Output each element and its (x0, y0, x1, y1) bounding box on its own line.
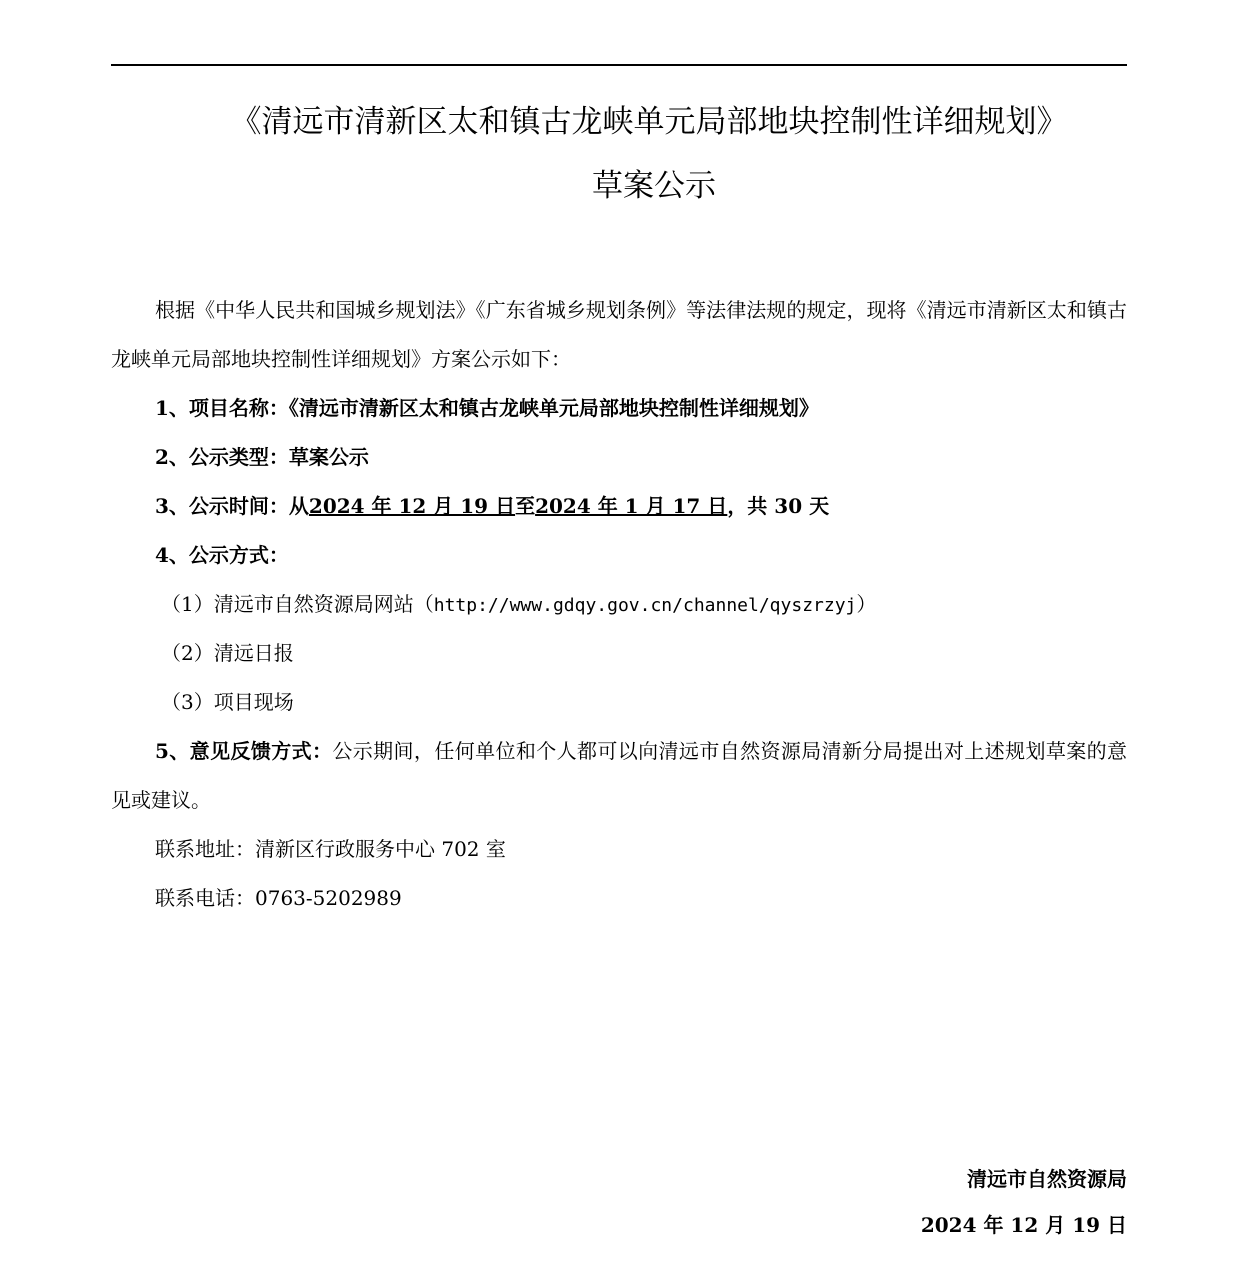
header-rule (111, 64, 1127, 66)
item-publicity-type-value: 草案公示 (288, 445, 369, 469)
method-newspaper: （2）清远日报 (161, 641, 294, 665)
intro-paragraph: 根据《中华人民共和国城乡规划法》《广东省城乡规划条例》等法律法规的规定，现将《清远市清新区太和镇古龙峡单元局部地块控制性详细规划》方案公示如下： (111, 298, 1127, 371)
item-publicity-method-label: 4、公示方式： (155, 543, 289, 567)
title-line-2: 草案公示 (592, 168, 716, 204)
title-line-1: 《清远市清新区太和镇古龙峡单元局部地块控制性详细规划》 (230, 104, 1068, 140)
item-project-name-value: 《清远市清新区太和镇古龙峡单元局部地块控制性详细规划》 (288, 396, 819, 420)
method-website-suffix: ） (856, 592, 877, 616)
item-publicity-time (111, 482, 1127, 531)
method-site: （3）项目现场 (161, 690, 294, 714)
time-prefix: 从 (288, 494, 309, 518)
item-publicity-type-label: 2、公示类型： (155, 445, 289, 469)
method-website-prefix: （1）清远市自然资源局网站（ (161, 592, 434, 616)
method-website (111, 580, 1127, 629)
website-link[interactable]: http://www.gdqy.gov.cn/channel/qyszrzyj (433, 595, 857, 616)
signature-date: 2024 年 12 月 19 日 (920, 1213, 1127, 1237)
item-project-name (111, 384, 1127, 433)
document-title (111, 100, 1127, 208)
item-project-name-label: 1、项目名称： (155, 396, 289, 420)
time-start: 2024 年 12 月 19 日 (308, 494, 516, 518)
time-mid: 至 (515, 494, 536, 518)
time-end: 2024 年 1 月 17 日 (535, 494, 728, 518)
document-body (111, 286, 1127, 923)
item-feedback-label: 5、意见反馈方式： (155, 739, 333, 763)
signature-block (921, 1156, 1127, 1248)
time-suffix: ，共 30 天 (727, 494, 830, 518)
item-feedback (111, 727, 1127, 825)
item-publicity-method (111, 531, 1127, 580)
contact-phone: 联系电话：0763-5202989 (155, 886, 402, 910)
item-feedback-text: 公示期间，任何单位和个人都可以向清远市自然资源局清新分局提出对上述规划草案的意见或建议。 (111, 739, 1128, 812)
item-publicity-time-label: 3、公示时间： (155, 494, 289, 518)
contact-address: 联系地址：清新区行政服务中心 702 室 (155, 837, 506, 861)
signature-org: 清远市自然资源局 (967, 1167, 1127, 1191)
item-publicity-type (111, 433, 1127, 482)
